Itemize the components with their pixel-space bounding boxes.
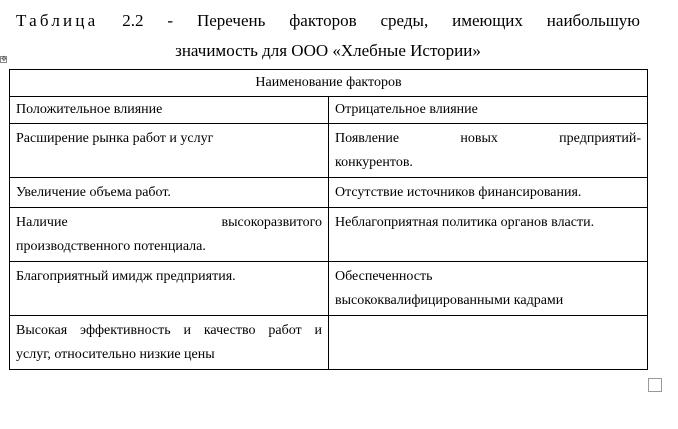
- factors-table: [9, 69, 648, 370]
- cell-line: Расширение рынка работ и услуг: [16, 131, 214, 146]
- table-header-cell: Наименование факторов: [10, 70, 648, 97]
- column-header-negative: Отрицательное влияние: [329, 97, 648, 124]
- positive-factor-cell: [10, 124, 329, 178]
- negative-factor-cell: [329, 316, 648, 370]
- table-row: [10, 316, 648, 370]
- table-caption: [16, 6, 640, 66]
- negative-factor-cell: [329, 178, 648, 208]
- caption-line-1: [16, 6, 640, 36]
- column-header-row: [10, 97, 648, 124]
- table-move-handle-icon[interactable]: ✥: [1, 55, 7, 63]
- cell-line: высококвалифицированными кадрами: [335, 293, 564, 308]
- caption-prefix: Таблица: [16, 11, 99, 30]
- cell-line: Неблагоприятная политика органов власти.: [335, 215, 595, 230]
- cell-line: Благоприятный имидж предприятия.: [16, 269, 236, 284]
- cell-line: Обеспеченность: [335, 269, 433, 284]
- cell-line: Отсутствие источников финансирования.: [335, 185, 582, 200]
- positive-factor-cell: [10, 316, 329, 370]
- table-resize-handle[interactable]: [648, 378, 662, 392]
- cell-line: услуг, относительно низкие цены: [16, 347, 215, 362]
- table-row: [10, 124, 648, 178]
- cell-line: производственного потенциала.: [16, 239, 206, 254]
- caption-line-2: значимость для ООО «Хлебные Истории»: [175, 41, 481, 60]
- table-row: [10, 178, 648, 208]
- table-header-row: [10, 70, 648, 97]
- negative-factor-cell: [329, 262, 648, 316]
- cell-line: Наличие высокоразвитого: [16, 215, 322, 230]
- cell-line: Появление новых предприятий-: [335, 131, 642, 146]
- column-header-positive: Положительное влияние: [10, 97, 329, 124]
- negative-factor-cell: [329, 124, 648, 178]
- positive-factor-cell: [10, 262, 329, 316]
- positive-factor-cell: [10, 178, 329, 208]
- cell-line: конкурентов.: [335, 155, 413, 170]
- positive-factor-cell: [10, 208, 329, 262]
- negative-factor-cell: [329, 208, 648, 262]
- cell-line: Увеличение объема работ.: [16, 185, 171, 200]
- cell-line: Высокая эффективность и качество работ и: [16, 323, 322, 338]
- caption-title-part-1: 2.2 - Перечень факторов среды, имеющих наибольшую: [122, 11, 640, 30]
- table-row: [10, 262, 648, 316]
- table-row: [10, 208, 648, 262]
